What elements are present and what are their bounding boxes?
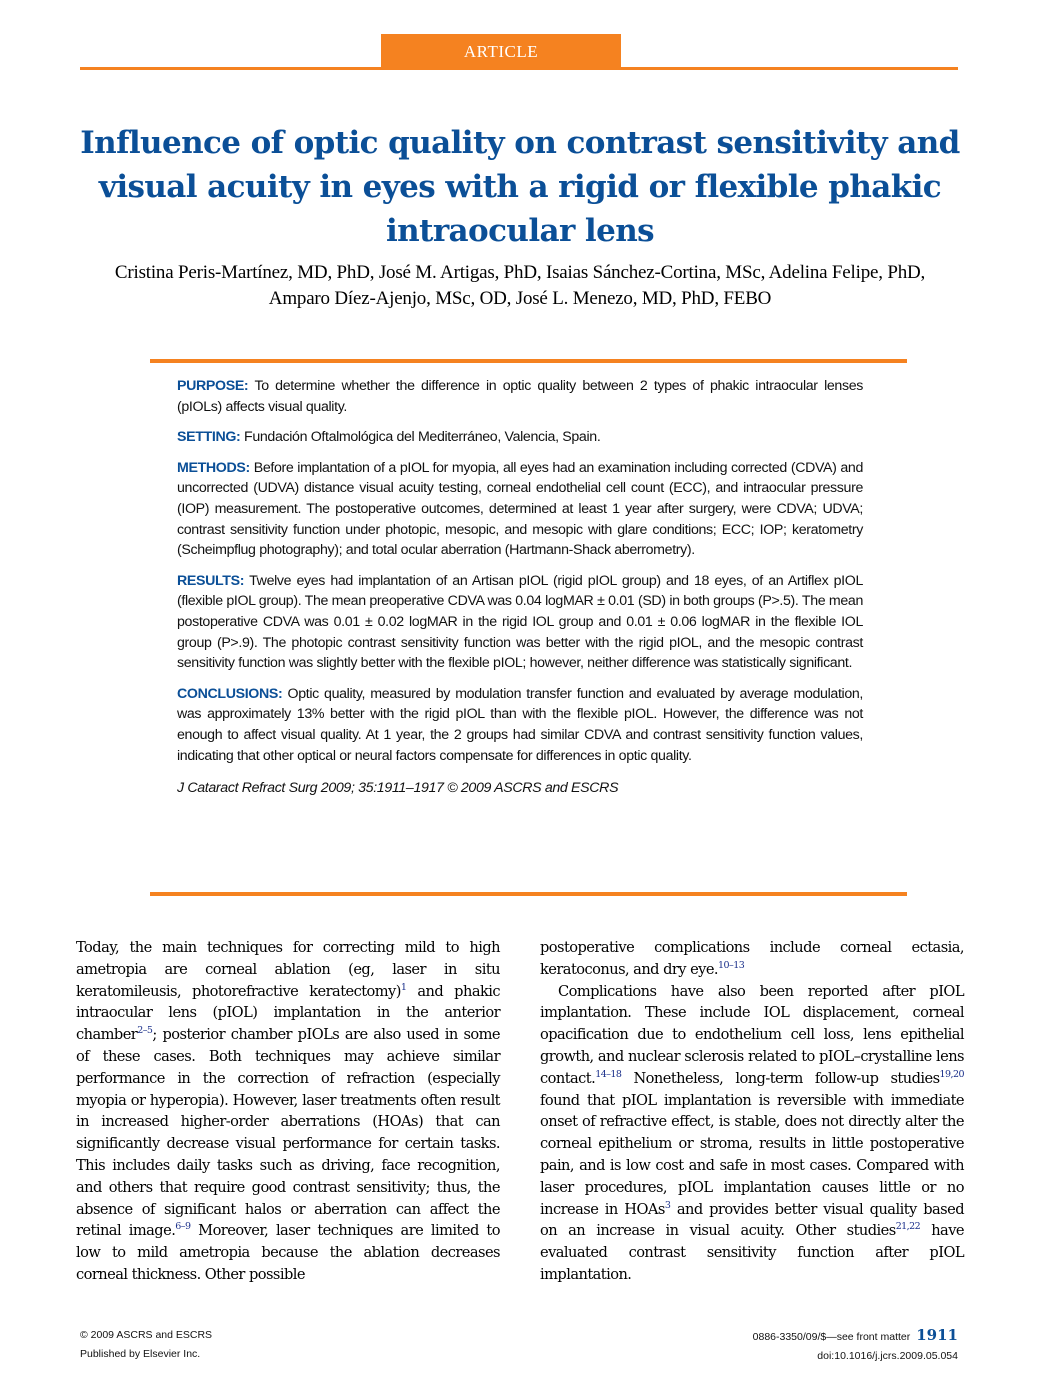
abstract-text: Before implantation of a pIOL for myopia, all eyes had an examination including corrected (CDVA) and uncorrected (UDVA) distance visual acuity testing, corneal endothelial cell count (ECC), and intraocular pressure (IOP) measurement. The postoperative outcomes, determined at least 1 year after surgery, were CDVA; UDVA; contrast sensitivity function under photopic, mesopic, and mesopic with glare conditions; ECC; IOP; keratometry (Scheimpflug photography); and total ocular aberration (Hartmann-Shack aberrometry).: [177, 459, 864, 559]
body-text: Moreover, laser techniques are limited to low to mild ametropia because the ablation decreases corneal thickness. Other possible: [76, 1222, 500, 1283]
abstract-text: Optic quality, measured by modulation transfer function and evaluated by average modulation, was approximately 13% better with the rigid pIOL than with the flexible pIOL. However, the difference was not enough to affect visual quality. At 1 year, the 2 groups had similar CDVA and contrast sensitivity function values, indicating that other optical or neural factors compensate for differences in optic quality.: [177, 685, 864, 764]
body-text: found that pIOL implantation is reversible with immediate onset of refractive effect, is stable, does not directly alter the corneal epithelium or stroma, results in little postoperative pain, and is low cost and safe in most cases. Compared with laser procedures, pIOL implantation causes little or no increase in HOAs: [540, 1091, 964, 1218]
copyright-notice: © 2009 ASCRS and ESCRS: [80, 1329, 213, 1341]
abstract-label: RESULTS:: [177, 572, 245, 589]
issn-notice: 0886-3350/09/$—see front matter: [752, 1331, 911, 1343]
publisher-notice: Published by Elsevier Inc.: [80, 1348, 201, 1360]
abstract-label: SETTING:: [177, 429, 241, 446]
abstract-top-rule: [150, 359, 907, 363]
abstract-label: METHODS:: [177, 459, 250, 476]
body-text: have evaluated contrast sensitivity function after pIOL implantation.: [540, 1222, 964, 1283]
abstract-label: CONCLUSIONS:: [177, 685, 283, 702]
journal-citation: J Cataract Refract Surg 2009; 35:1911–1917 © 2009 ASCRS and ESCRS: [177, 780, 619, 797]
body-text: and phakic intraocular lens (pIOL) implantation in the anterior chamber: [76, 982, 501, 1044]
reference-link[interactable]: 6–9: [175, 1221, 191, 1233]
body-text: ; posterior chamber pIOLs are also used in some of these cases. Both techniques may achieve similar performance in the correction of refraction (especially myopia or hyperopia). However, laser treatments often result in increased higher-order aberrations (HOAs) that can significantly decrease visual performance for certain tasks. This includes daily tasks such as driving, face recognition, and others that require good contrast sensitivity; thus, the absence of significant halos or aberration can affect the retinal image.: [76, 1026, 500, 1240]
reference-link[interactable]: 1: [400, 981, 407, 993]
reference-link[interactable]: 2–5: [137, 1025, 153, 1037]
abstract-conclusions: [177, 684, 863, 766]
abstract-setting: [177, 427, 863, 448]
body-paragraph: [540, 981, 964, 1286]
reference-link[interactable]: 10–13: [718, 959, 745, 971]
abstract-bottom-rule: [150, 892, 907, 896]
footer-left: [80, 1326, 212, 1364]
body-paragraph: [540, 937, 964, 981]
body-paragraph: [76, 937, 500, 1286]
page-number: 1911: [916, 1326, 958, 1344]
reference-link[interactable]: 3: [664, 1199, 671, 1211]
section-tag: ARTICLE: [381, 34, 621, 69]
reference-link[interactable]: 14–18: [595, 1068, 622, 1080]
abstract: [177, 376, 863, 809]
abstract-label: PURPOSE:: [177, 378, 249, 394]
body-column-right: [540, 937, 964, 1286]
body-text: and provides better visual quality based on an increase in visual acuity. Other studies: [540, 1200, 964, 1240]
body-text: Today, the main techniques for correcting mild to high ametropia are corneal ablation (eg, laser in situ keratomileusis, photorefractive keratectomy): [76, 939, 500, 1000]
doi-link[interactable]: doi:10.1016/j.jcrs.2009.05.054: [817, 1350, 958, 1362]
abstract-text: Twelve eyes had implantation of an Artisan pIOL (rigid pIOL group) and 18 eyes, of an Artiflex pIOL (flexible pIOL group). The mean preoperative CDVA was 0.04 logMAR ± 0.01 (SD) in both groups (P>.5). The mean postoperative CDVA was 0.01 ± 0.02 logMAR in the rigid IOL group and 0.01 ± 0.06 logMAR in the flexible IOL group (P>.9). The photopic contrast sensitivity function was better with the rigid pIOL, and the mesopic contrast sensitivity function was slightly better with the flexible pIOL; however, neither difference was statistically significant.: [177, 572, 863, 672]
abstract-methods: [177, 458, 863, 561]
abstract-purpose: [177, 376, 863, 417]
reference-link[interactable]: 19,20: [939, 1068, 964, 1080]
body-column-left: [76, 937, 500, 1286]
header-rule: [80, 67, 958, 70]
footer-right: [753, 1326, 958, 1366]
reference-link[interactable]: 21,22: [895, 1221, 921, 1233]
article-title: Influence of optic quality on contrast sensitivity and visual acuity in eyes with a rigid or flexible phakic intraocular lens: [80, 124, 960, 249]
body-text: Complications have also been reported after pIOL implantation. These include IOL displacement, corneal opacification due to endothelium cell loss, lens epithelial growth, and nuclear sclerosis related to pIOL–crystalline lens contact.: [540, 982, 964, 1087]
abstract-results: [177, 571, 863, 674]
abstract-text: To determine whether the difference in optic quality between 2 types of phakic intraocular lenses (pIOLs) affects visual quality.: [177, 378, 863, 415]
body-text: Nonetheless, long-term follow-up studies: [621, 1069, 940, 1087]
author-list: Cristina Peris-Martínez, MD, PhD, José M. Artigas, PhD, Isaias Sánchez-Cortina, MSc, Adelina Felipe, PhD, Amparo Díez-Ajenjo, MSc, OD, José L. Menezo, MD, PhD, FEBO: [114, 262, 926, 309]
body-text: postoperative complications include corneal ectasia, keratoconus, and dry eye.: [540, 939, 964, 978]
abstract-text: Fundación Oftalmológica del Mediterráneo, Valencia, Spain.: [244, 429, 601, 446]
